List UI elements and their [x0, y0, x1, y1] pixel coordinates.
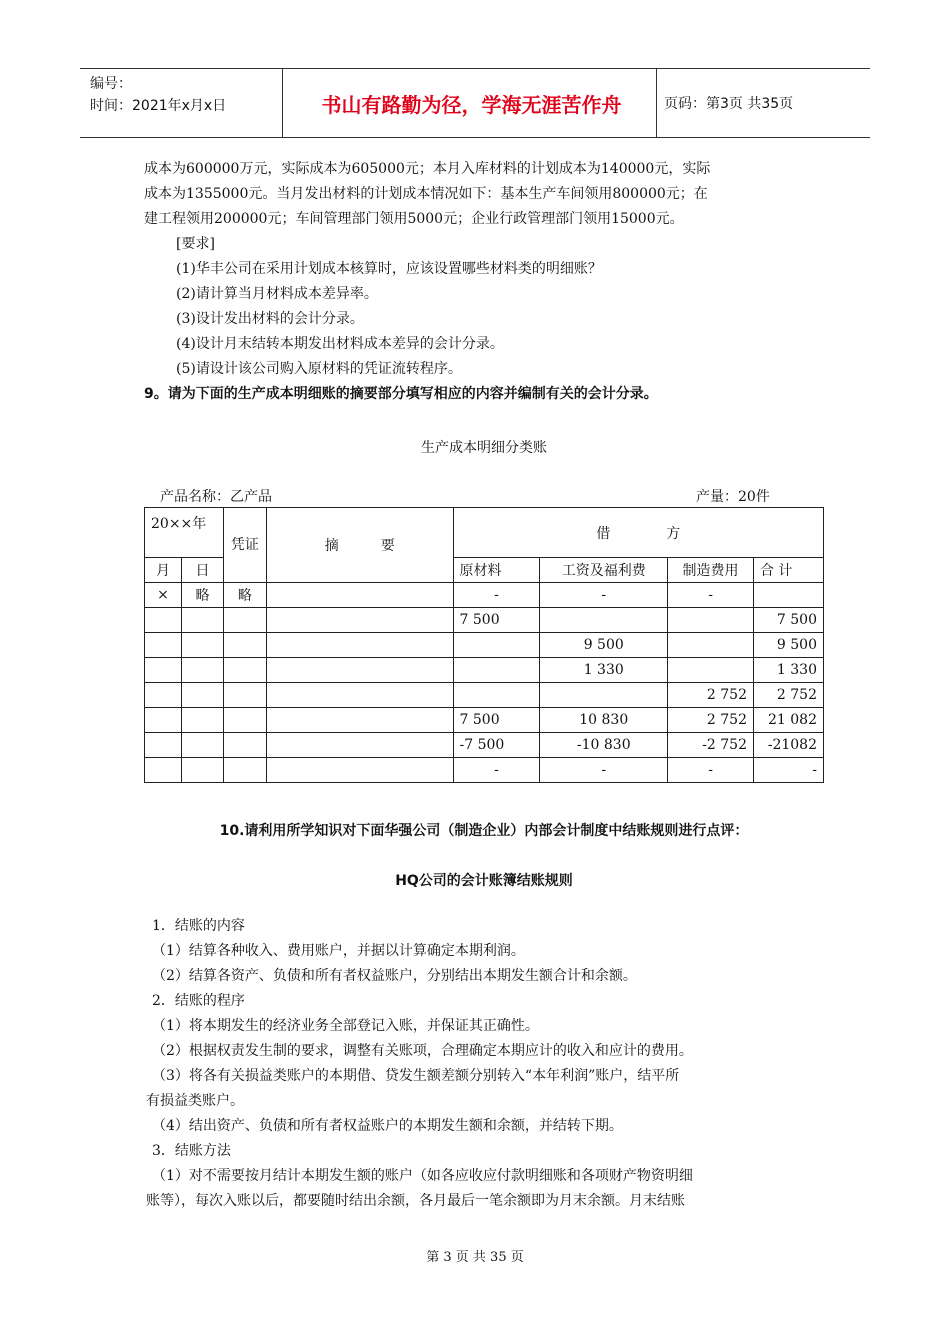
requirement-item: (5)请设计该公司购入原材料的凭证流转程序。 [176, 361, 462, 377]
rule-line: （4）结出资产、负债和所有者权益账户的本期发生额和余额，并结转下期。 [152, 1118, 623, 1134]
intro-line: 成本为600000万元，实际成本为605000元；本月入库材料的计划成本为140000元，实际 [144, 161, 711, 177]
header-debit: 借 方 [453, 508, 823, 558]
ledger-cell: 10 830 [540, 708, 668, 733]
ledger-cell: 21 082 [753, 708, 823, 733]
header-meta [90, 73, 285, 117]
ledger-cell [145, 683, 182, 708]
rule-line: 3．结账方法 [152, 1143, 231, 1159]
intro-line: 建工程领用200000元；车间管理部门领用5000元；企业行政管理部门领用15000元。 [144, 211, 684, 227]
header-summary: 摘 要 [266, 508, 453, 583]
rule-line: （3）将各有关损益类账户的本期借、贷发生额差额分别转入“本年利润”账户，结平所 [152, 1068, 680, 1084]
ledger-cell [540, 683, 668, 708]
ledger-cell: 2 752 [753, 683, 823, 708]
rule-line: 2．结账的程序 [152, 993, 245, 1009]
ledger-cell [668, 633, 754, 658]
date-label: 时间：2021年x月x日 [90, 98, 227, 114]
ledger-cell [181, 683, 223, 708]
header-divider [656, 69, 657, 137]
ledger-cell: 1 330 [540, 658, 668, 683]
ledger-cell [266, 758, 453, 783]
ledger-cell: 7 500 [453, 708, 540, 733]
ledger-row [145, 733, 824, 758]
ledger-cell: 9 500 [753, 633, 823, 658]
intro-paragraph [144, 157, 814, 407]
rule-line: （2）根据权责发生制的要求，调整有关账项，合理确定本期应计的收入和应计的费用。 [152, 1043, 693, 1059]
ledger-cell [223, 658, 266, 683]
ledger-row [145, 633, 824, 658]
ledger-cell [223, 708, 266, 733]
rule-line: （1）将本期发生的经济业务全部登记入账，并保证其正确性。 [152, 1018, 539, 1034]
ledger-cell [181, 758, 223, 783]
intro-line: 成本为1355000元。当月发出材料的计划成本情况如下：基本生产车间领用800000元；在 [144, 186, 708, 202]
ledger-row [145, 608, 824, 633]
ledger-cell [145, 608, 182, 633]
requirements-title: [要求] [176, 236, 215, 252]
header-day: 日 [181, 558, 223, 583]
ledger-cell [181, 658, 223, 683]
ledger-row [145, 758, 824, 783]
requirement-item: (3)设计发出材料的会计分录。 [176, 311, 364, 327]
ledger-cell: -21082 [753, 733, 823, 758]
ledger-cell: 略 [181, 583, 223, 608]
ledger-cell: 略 [223, 583, 266, 608]
ledger-row [145, 658, 824, 683]
header-total: 合 计 [753, 558, 823, 583]
ledger-cell: -7 500 [453, 733, 540, 758]
ledger-cell: 1 330 [753, 658, 823, 683]
product-quantity: 产量：20件 [696, 489, 770, 505]
header-overhead: 制造费用 [668, 558, 754, 583]
ledger-cell [223, 608, 266, 633]
ledger-cell [266, 683, 453, 708]
ledger-cell [453, 633, 540, 658]
requirement-item: (2)请计算当月材料成本差异率。 [176, 286, 378, 302]
ledger-cell [145, 708, 182, 733]
ledger-cell: -10 830 [540, 733, 668, 758]
ledger-cell: - [753, 758, 823, 783]
ledger-cell [266, 658, 453, 683]
rule-line: （1）结算各种收入、费用账户，并据以计算确定本期利润。 [152, 943, 525, 959]
ledger-row [145, 708, 824, 733]
ledger-cell: - [453, 583, 540, 608]
product-name: 产品名称：乙产品 [160, 489, 272, 505]
ledger-cell [453, 658, 540, 683]
ledger-cell: 9 500 [540, 633, 668, 658]
ledger-cell [668, 658, 754, 683]
ledger-cell [145, 633, 182, 658]
ledger-cell: 7 500 [453, 608, 540, 633]
page-footer: 第 3 页 共 35 页 [426, 1250, 524, 1265]
rules-title: HQ公司的会计账簿结账规则 [395, 873, 573, 889]
header-month: 月 [145, 558, 182, 583]
rule-line: （2）结算各资产、负债和所有者权益账户，分别结出本期发生额合计和余额。 [152, 968, 637, 984]
ledger-table [144, 507, 824, 783]
ledger-cell [453, 683, 540, 708]
ledger-cell [181, 633, 223, 658]
ledger-cell: - [540, 583, 668, 608]
question-9: 9。请为下面的生产成本明细账的摘要部分填写相应的内容并编制有关的会计分录。 [144, 386, 658, 402]
ledger-cell [266, 608, 453, 633]
ledger-cell: -2 752 [668, 733, 754, 758]
ledger-cell: - [668, 758, 754, 783]
ledger-cell: 2 752 [668, 708, 754, 733]
ledger-cell [668, 608, 754, 633]
ledger-cell [181, 608, 223, 633]
ledger-cell [540, 608, 668, 633]
ledger-cell [223, 758, 266, 783]
header-page-info: 页码：第3页 共35页 [664, 96, 794, 112]
ledger-row [145, 683, 824, 708]
ledger-cell [753, 583, 823, 608]
requirement-item: (4)设计月末结转本期发出材料成本差异的会计分录。 [176, 336, 504, 352]
ledger-cell [223, 683, 266, 708]
doc-number-label: 编号： [90, 76, 132, 92]
ledger-row [145, 583, 824, 608]
ledger-cell [145, 658, 182, 683]
question-10: 10.请利用所学知识对下面华强公司（制造企业）内部会计制度中结账规则进行点评： [219, 823, 749, 839]
ledger-cell [266, 583, 453, 608]
ledger-cell [145, 733, 182, 758]
ledger-cell [266, 733, 453, 758]
page-header [80, 68, 870, 138]
ledger-cell [223, 733, 266, 758]
ledger-cell [181, 733, 223, 758]
ledger-cell: × [145, 583, 182, 608]
ledger-cell: - [668, 583, 754, 608]
ledger-cell [266, 633, 453, 658]
rule-line: 1．结账的内容 [152, 918, 245, 934]
ledger-title: 生产成本明细分类账 [421, 440, 547, 456]
ledger-cell [145, 758, 182, 783]
ledger-cell: 2 752 [668, 683, 754, 708]
rule-line: 账等），每次入账以后，都要随时结出余额，各月最后一笔余额即为月末余额。月末结账 [146, 1193, 685, 1209]
ledger-cell: - [453, 758, 540, 783]
header-material: 原材料 [453, 558, 540, 583]
ledger-cell [266, 708, 453, 733]
header-voucher: 凭证 [223, 508, 266, 583]
ledger-cell [223, 633, 266, 658]
rules-list [146, 914, 816, 1214]
rule-line: 有损益类账户。 [146, 1093, 244, 1109]
header-wages: 工资及福利费 [540, 558, 668, 583]
header-motto: 书山有路勤为径，学海无涯苦作舟 [321, 92, 622, 117]
header-year: 20××年 [145, 508, 224, 558]
ledger-cell: - [540, 758, 668, 783]
requirement-item: (1)华丰公司在采用计划成本核算时，应该设置哪些材料类的明细账？ [176, 261, 602, 277]
ledger-cell: 7 500 [753, 608, 823, 633]
rule-line: （1）对不需要按月结计本期发生额的账户（如各应收应付款明细账和各项财产物资明细 [152, 1168, 693, 1184]
ledger-cell [181, 708, 223, 733]
